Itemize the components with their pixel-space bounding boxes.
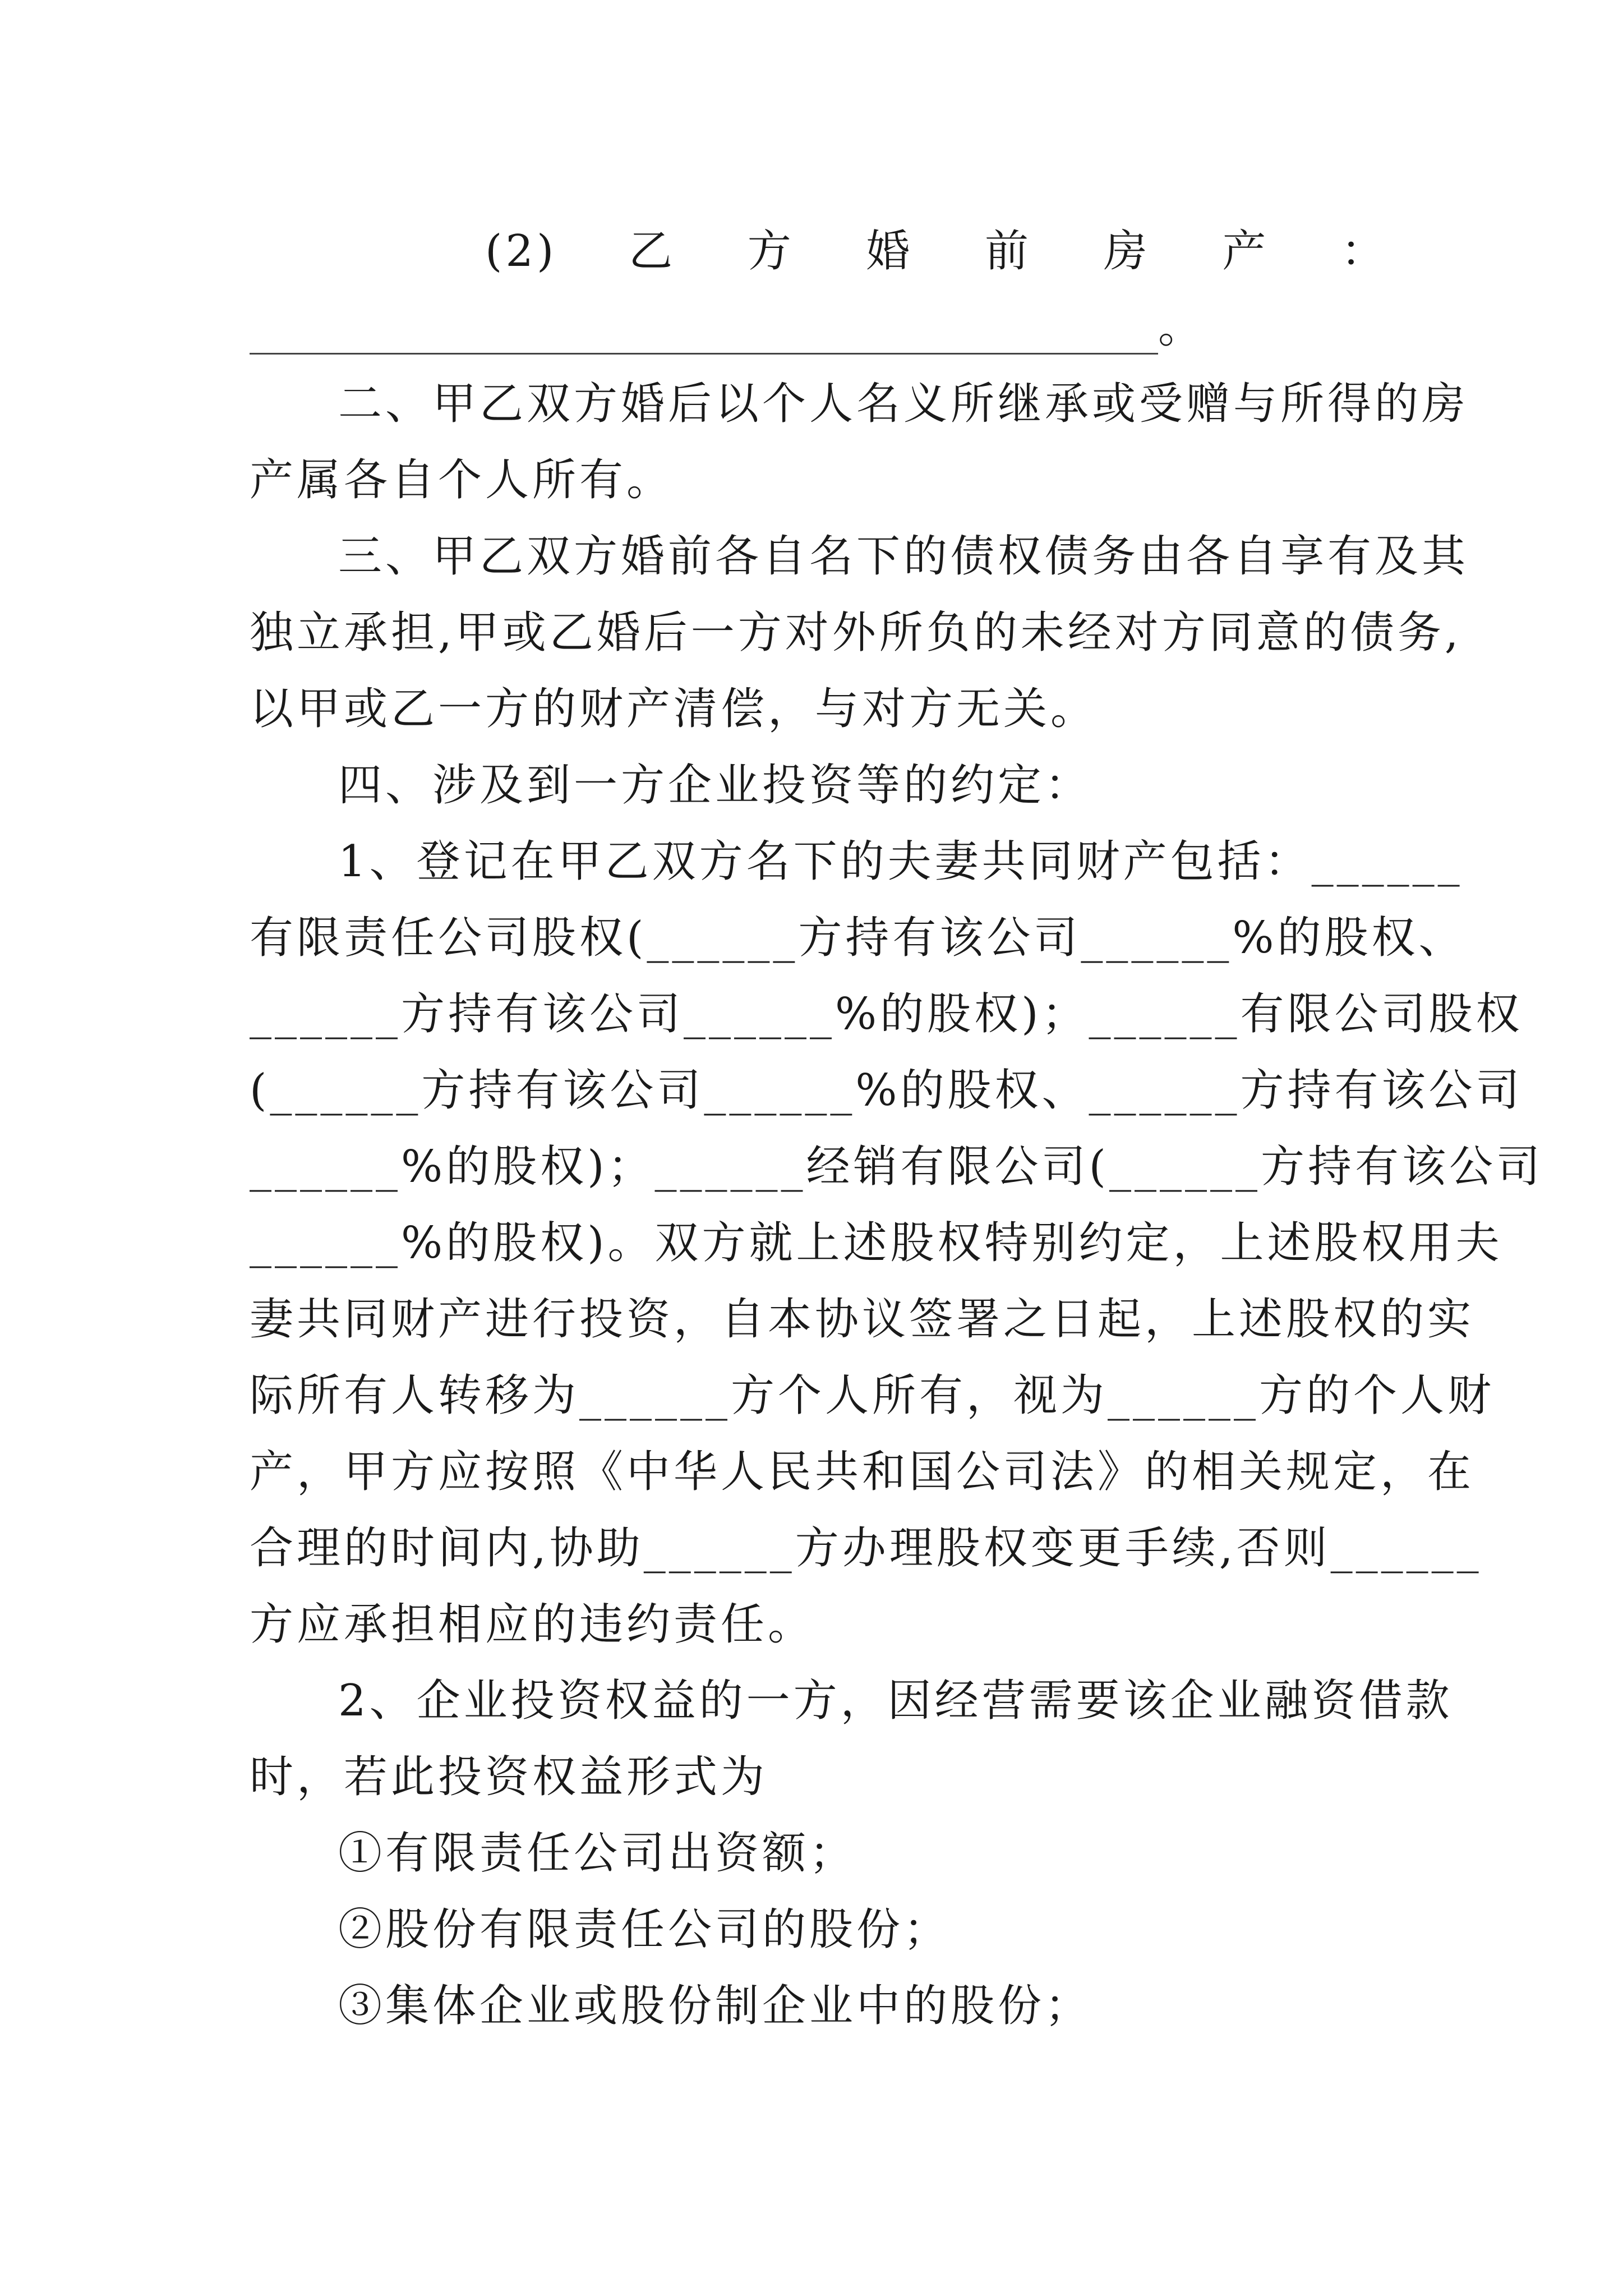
property-heading-2: [250, 213, 1388, 289]
text-line: (______方持有该公司______%的股权、______方持有该公司: [250, 1065, 1523, 1116]
text-line: 产，甲方应按照《中华人民共和国公司法》的相关规定，在: [250, 1447, 1475, 1497]
text-line: ______%的股权)；______经销有限公司(______方持有该公司: [250, 1142, 1543, 1192]
text-line: ______%的股权)。双方就上述股权特别约定，上述股权用夫: [250, 1218, 1503, 1268]
text-line: ②股份有限责任公司的股份；: [338, 1904, 951, 1955]
blank-line-period: 。: [1158, 302, 1206, 353]
document-body: [250, 213, 1543, 2044]
text-line: 妻共同财产进行投资，自本协议签署之日起，上述股权的实: [250, 1294, 1475, 1345]
text-line: ③集体企业或股份制企业中的股份；: [338, 1981, 1092, 2031]
text-line: 2、企业投资权益的一方，因经营需要该企业融资借款: [338, 1676, 1453, 1726]
text-line: 方应承担相应的违约责任。: [250, 1599, 815, 1650]
text-line: 四、涉及到一方企业投资等的约定：: [338, 760, 1092, 811]
text-line: 时，若此投资权益形式为: [250, 1752, 768, 1802]
text-line: 合理的时间内,协助______方办理股权变更手续,否则______: [250, 1523, 1482, 1573]
heading-char: 乙: [629, 226, 676, 277]
text-line: 三、甲乙双方婚前各自名下的债权债务由各自享有及其: [338, 531, 1469, 582]
text-line: 二、甲乙双方婚后以个人名义所继承或受赠与所得的房: [338, 379, 1469, 429]
heading-char: 方: [747, 226, 795, 277]
heading-char: ：: [1340, 226, 1388, 277]
text-line: 1、登记在甲乙双方名下的夫妻共同财产包括：______: [338, 836, 1463, 887]
text-line: ①有限责任公司出资额；: [338, 1828, 857, 1879]
heading-char: 产: [1222, 226, 1270, 277]
heading-char: 前: [985, 226, 1032, 277]
text-line: ______方持有该公司______%的股权)；______有限公司股权: [250, 989, 1523, 1039]
heading-number: (2): [485, 226, 557, 277]
text-line: 独立承担,甲或乙婚后一方对外所负的未经对方同意的债务,: [250, 608, 1462, 658]
body-lines: [250, 366, 1543, 2044]
fill-in-blank-line: [250, 289, 1388, 366]
blank-underline: [250, 314, 1158, 355]
text-line: 产属各自个人所有。: [250, 455, 674, 505]
heading-char: 房: [1103, 226, 1151, 277]
text-line: 有限责任公司股权(______方持有该公司______%的股权、: [250, 913, 1466, 963]
text-line: 以甲或乙一方的财产清偿，与对方无关。: [250, 684, 1098, 734]
text-line: 际所有人转移为______方个人所有，视为______方的个人财: [250, 1370, 1495, 1421]
heading-char: 婚: [866, 226, 914, 277]
